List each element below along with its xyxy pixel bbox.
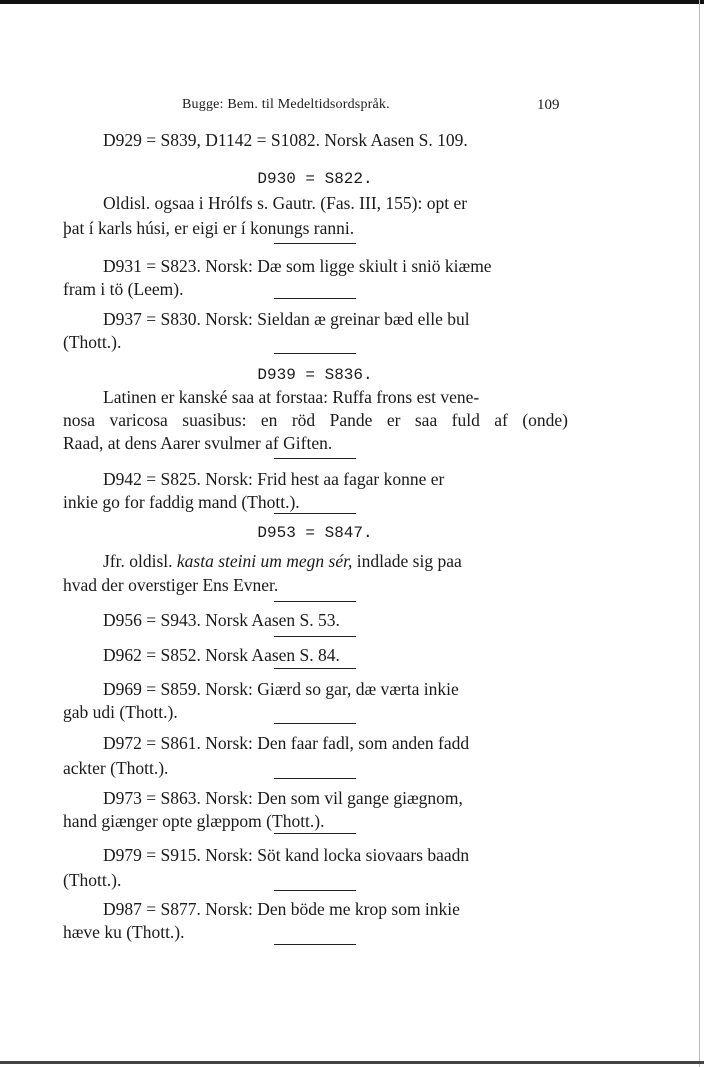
entry-line: D972 = S861. Norsk: Den faar fadl, som anden fadd <box>103 733 470 753</box>
entry-line: ackter (Thott.). <box>63 758 169 778</box>
page-bottom-edge <box>0 1061 704 1064</box>
entry-line: þat í karls húsi, er eigi er í konungs ranni. <box>63 218 355 238</box>
text-segment: Jfr. oldisl. <box>103 551 173 571</box>
entry-line: D962 = S852. Norsk Aasen S. 84. <box>103 645 340 665</box>
page-number: 109 <box>537 97 560 113</box>
running-header: Bugge: Bem. til Medeltidsordspråk. <box>182 97 390 112</box>
entry-line: (Thott.). <box>63 870 122 890</box>
entry-line: hæve ku (Thott.). <box>63 922 185 942</box>
entry-line: (Thott.). <box>63 332 122 352</box>
separator-rule <box>274 723 356 724</box>
entry-line: Oldisl. ogsaa i Hrólfs s. Gautr. (Fas. III, 155): opt er <box>103 193 468 213</box>
separator-rule <box>274 353 356 354</box>
entry-line: D979 = S915. Norsk: Söt kand locka siovaars baadn <box>103 845 470 865</box>
entry-line: Raad, at dens Aarer svulmer af Giften. <box>63 433 333 453</box>
entry-line: D956 = S943. Norsk Aasen S. 53. <box>103 610 340 630</box>
entry-line: Latinen er kanské saa at forstaa: Ruffa frons est vene- <box>103 387 480 407</box>
entry-line: inkie go for faddig mand (Thott.). <box>63 492 300 512</box>
separator-rule <box>274 944 356 945</box>
entry-line: D931 = S823. Norsk: Dæ som ligge skiult i sniö kiæme <box>103 256 492 276</box>
entry-heading: D939 = S836. <box>257 366 373 384</box>
separator-rule <box>274 636 356 637</box>
separator-rule <box>274 833 356 834</box>
entry-line: D937 = S830. Norsk: Sieldan æ greinar bæd elle bul <box>103 309 470 329</box>
separator-rule <box>274 298 356 299</box>
separator-rule <box>274 601 356 602</box>
entry-line: D942 = S825. Norsk: Frid hest aa fagar konne er <box>103 469 445 489</box>
entry-line: fram i tö (Leem). <box>63 279 184 299</box>
entry-line: nosa varicosa suasibus: en röd Pande er saa fuld af (onde) <box>63 410 568 430</box>
text-segment: indlade sig paa <box>356 551 462 571</box>
entry-line: D987 = S877. Norsk: Den böde me krop som inkie <box>103 899 460 919</box>
separator-rule <box>274 513 356 514</box>
entry-line: D973 = S863. Norsk: Den som vil gange giægnom, <box>103 788 463 808</box>
separator-rule <box>274 458 356 459</box>
entry-line: D929 = S839, D1142 = S1082. Norsk Aasen S. 109. <box>103 130 468 150</box>
entry-heading: D953 = S847. <box>257 524 373 542</box>
separator-rule <box>274 668 356 669</box>
separator-rule <box>274 890 356 891</box>
entry-line: hand giænger opte glæppom (Thott.). <box>63 811 325 831</box>
entry-line <box>103 551 568 572</box>
entry-line: D969 = S859. Norsk: Giærd so gar, dæ værta inkie <box>103 679 459 699</box>
entry-heading: D930 = S822. <box>257 170 373 188</box>
entry-line: hvad der overstiger Ens Evner. <box>63 575 279 595</box>
italic-phrase: kasta steini um megn sér, <box>176 551 353 571</box>
entry-line: gab udi (Thott.). <box>63 702 178 722</box>
separator-rule <box>274 243 356 244</box>
separator-rule <box>274 778 356 779</box>
page-top-edge <box>0 0 704 4</box>
page-right-edge <box>699 0 700 1067</box>
